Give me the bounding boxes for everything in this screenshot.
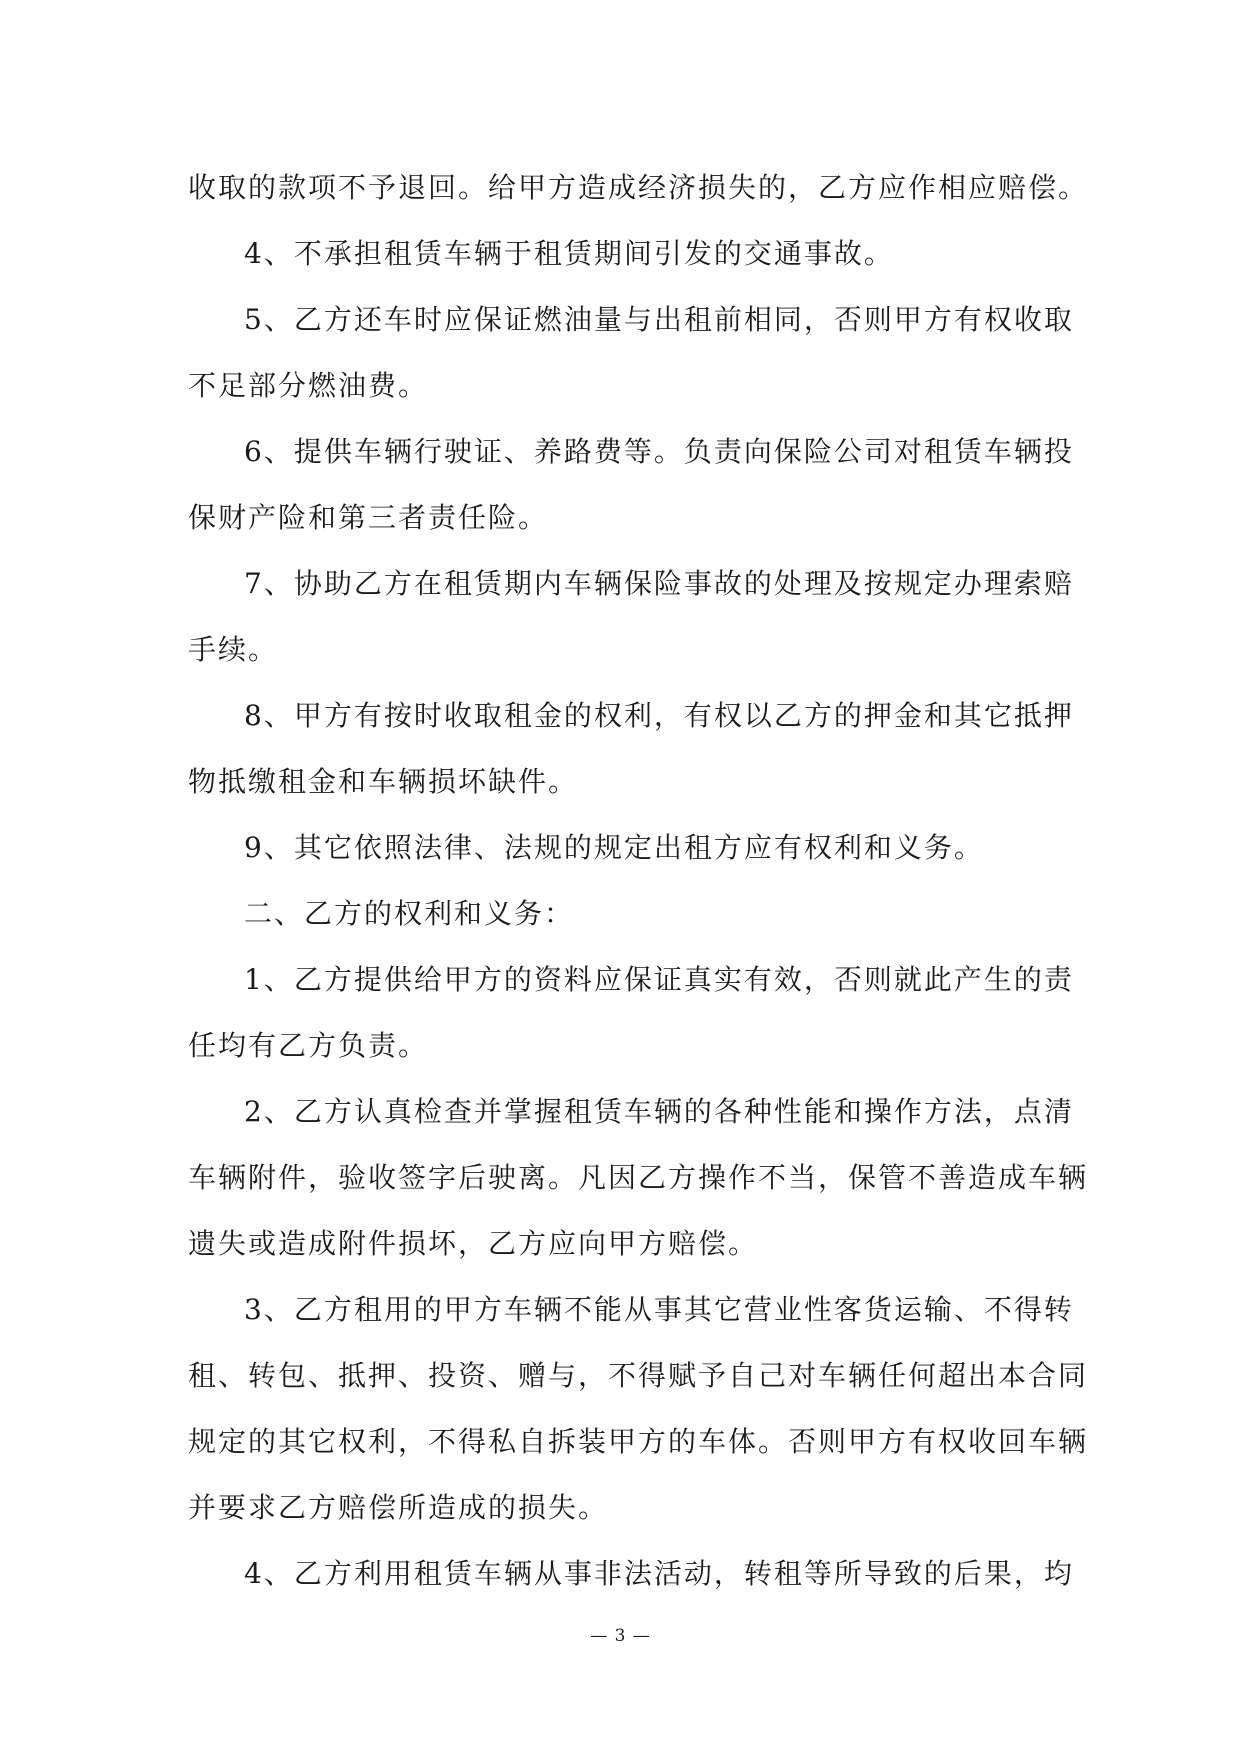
clause-8-line: 8、甲方有按时收取租金的权利，有权以乙方的押金和其它抵押 <box>244 699 1074 732</box>
clause-2-line: 2、乙方认真检查并掌握租赁车辆的各种性能和操作方法，点清 <box>244 1095 1074 1128</box>
text-line: 规定的其它权利，不得私自拆装甲方的车体。否则甲方有权收回车辆 <box>188 1425 1089 1458</box>
clause-7-line: 7、协助乙方在租赁期内车辆保险事故的处理及按规定办理索赔 <box>244 567 1074 600</box>
clause-4b-line: 4、乙方利用租赁车辆从事非法活动，转租等所导致的后果，均 <box>244 1557 1074 1590</box>
document-body <box>188 155 1089 1607</box>
text-line: 任均有乙方负责。 <box>188 1029 429 1062</box>
text-line: 手续。 <box>188 633 279 666</box>
clause-5-line: 5、乙方还车时应保证燃油量与出租前相同，否则甲方有权收取 <box>244 303 1074 336</box>
text-line: 遗失或造成附件损坏，乙方应向甲方赔偿。 <box>188 1227 759 1260</box>
text-line: 收取的款项不予退回。给甲方造成经济损失的，乙方应作相应赔偿。 <box>188 171 1089 204</box>
page-number: — 3 — <box>590 1626 651 1646</box>
text-line: 并要求乙方赔偿所造成的损失。 <box>188 1491 609 1524</box>
text-line: 租、转包、抵押、投资、赠与，不得赋予自己对车辆任何超出本合同 <box>188 1359 1089 1392</box>
text-line: 车辆附件，验收签字后驶离。凡因乙方操作不当，保管不善造成车辆 <box>188 1161 1089 1194</box>
clause-6-line: 6、提供车辆行驶证、养路费等。负责向保险公司对租赁车辆投 <box>244 435 1074 468</box>
text-line: 不足部分燃油费。 <box>188 369 429 402</box>
clause-1-line: 1、乙方提供给甲方的资料应保证真实有效，否则就此产生的责 <box>244 963 1074 996</box>
section-heading: 二、乙方的权利和义务： <box>244 897 575 930</box>
text-line: 物抵缴租金和车辆损坏缺件。 <box>188 765 579 798</box>
text-line: 保财产险和第三者责任险。 <box>188 501 549 534</box>
clause-9-line: 9、其它依照法律、法规的规定出租方应有权利和义务。 <box>244 831 984 864</box>
clause-3-line: 3、乙方租用的甲方车辆不能从事其它营业性客货运输、不得转 <box>244 1293 1074 1326</box>
clause-4-line: 4、不承担租赁车辆于租赁期间引发的交通事故。 <box>244 237 894 270</box>
